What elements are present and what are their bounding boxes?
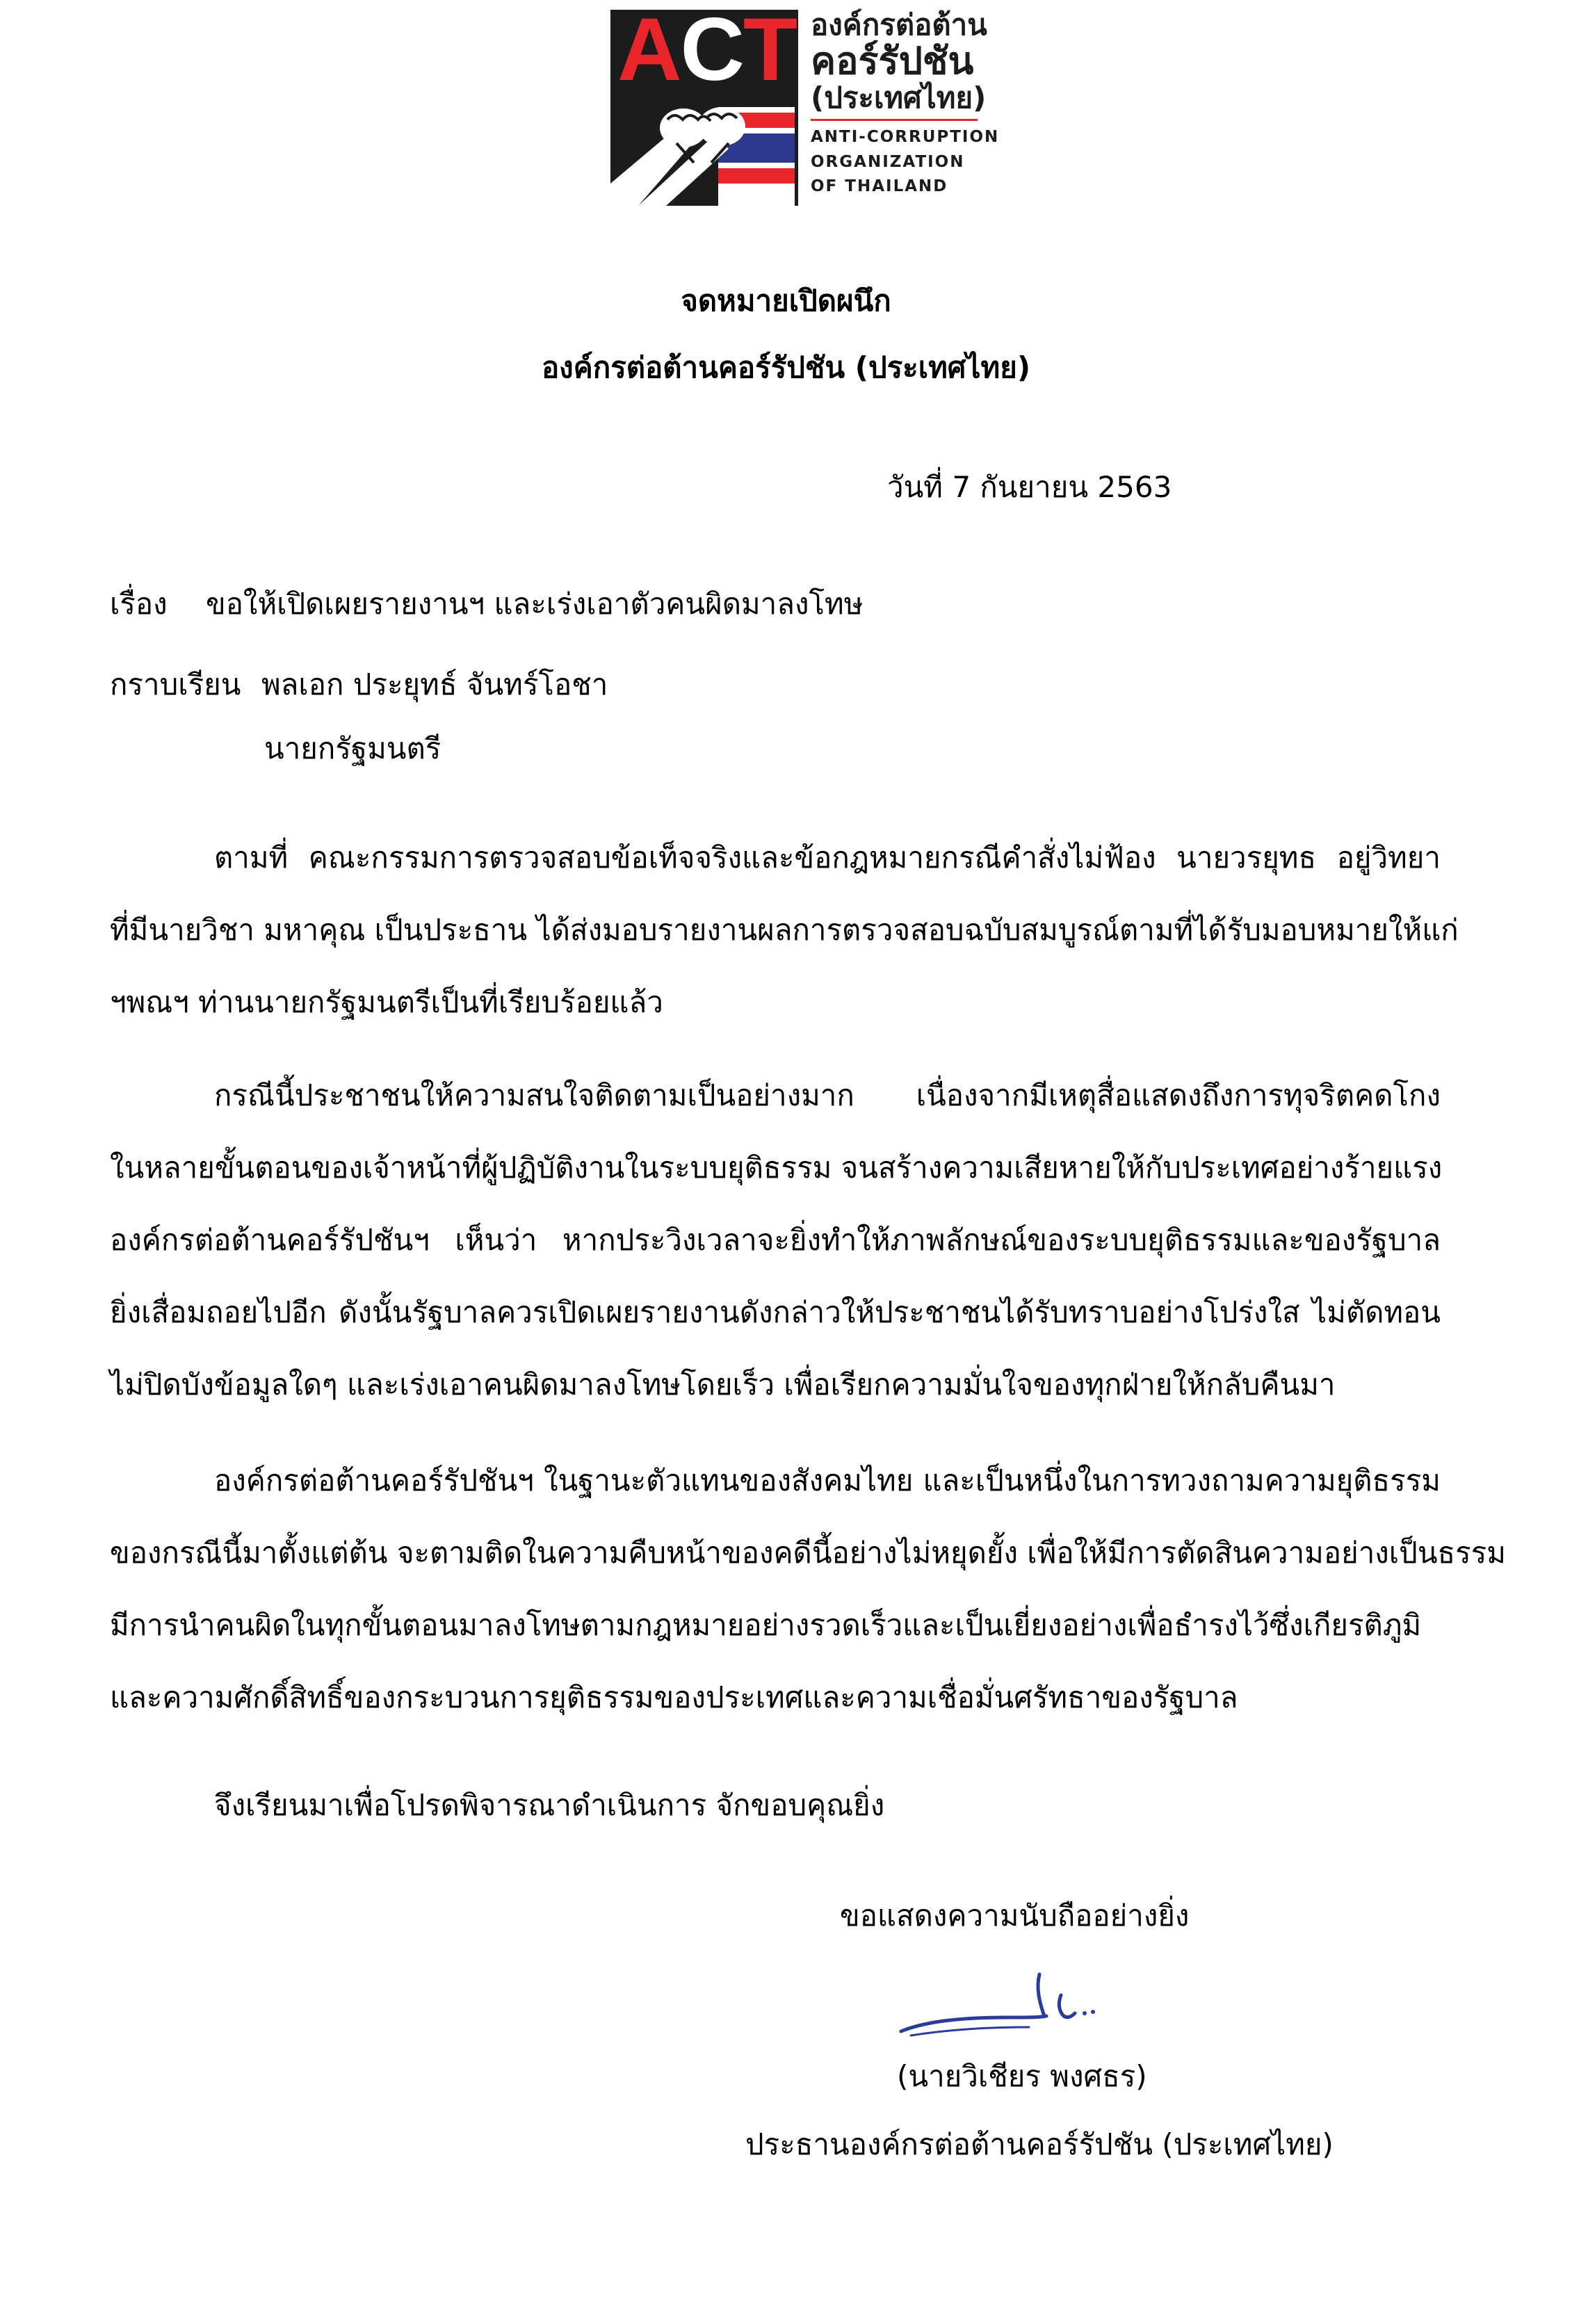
subject-text: ขอให้เปิดเผยรายงานฯ และเร่งเอาตัวคนผิดมาลงโทษ [206, 587, 864, 621]
recipient-position: นายกรัฐมนตรี [264, 731, 441, 765]
paragraph-line: ยิ่งเสื่อมถอยไปอีก ดังนั้นรัฐบาลควรเปิดเผยรายงานดังกล่าวให้ประชาชนได้รับทราบอย่างโปร่งใส ไม่ตัดทอน [110, 1295, 1441, 1329]
paragraph-line: องค์กรต่อต้านคอร์รัปชันฯ ในฐานะตัวแทนของสังคมไทย และเป็นหนึ่งในการทวงถามความยุติธรรม [214, 1463, 1441, 1497]
salutation-label: กราบเรียน [110, 667, 241, 701]
paragraph-line: ฯพณฯ ท่านนายกรัฐมนตรีเป็นที่เรียบร้อยแล้ว [110, 985, 663, 1019]
logo-thai-line-3: (ประเทศไทย) [811, 80, 987, 115]
logo-en-line-1: ANTI-CORRUPTION [811, 127, 1000, 146]
paragraph-line: ไม่ปิดบังข้อมูลใดๆ และเร่งเอาคนผิดมาลงโทษโดยเร็ว เพื่อเรียกความมั่นใจของทุกฝ่ายให้กลับคืนมา [110, 1367, 1336, 1401]
paragraph-line: ตามที่ คณะกรรมการตรวจสอบข้อเท็จจริงและข้อกฎหมายกรณีคำสั่งไม่ฟ้อง นายวรยุทธ อยู่วิทยา [214, 840, 1441, 875]
body-paragraph-3 [110, 1445, 1506, 1734]
subject-label: เรื่อง [110, 587, 168, 621]
signatory-name: (นายวิเชียร พงศธร) [897, 2059, 1147, 2093]
paragraph-line: กรณีนี้ประชาชนให้ความสนใจติดตามเป็นอย่างมาก เนื่องจากมีเหตุสื่อแสดงถึงการทุจริตคดโกง [214, 1078, 1441, 1112]
logo-emblem [610, 10, 798, 206]
paragraph-line: และความศักดิ์สิทธิ์ของกระบวนการยุติธรรมของประเทศและความเชื่อมั่นศรัทธาของรัฐบาล [110, 1680, 1238, 1714]
logo-divider [811, 119, 978, 121]
complimentary-close: ขอแสดงความนับถืออย่างยิ่ง [840, 1899, 1190, 1933]
signatory-title: ประธานองค์กรต่อต้านคอร์รัปชัน (ประเทศไทย) [745, 2127, 1334, 2161]
paragraph-line: มีการนำคนผิดในทุกขั้นตอนมาลงโทษตามกฎหมายอย่างรวดเร็วและเป็นเยี่ยงอย่างเพื่อธำรงไว้ซึ่งเกียรติภูมิ [110, 1608, 1422, 1642]
paragraph-line: ในหลายขั้นตอนของเจ้าหน้าที่ผู้ปฏิบัติงานในระบบยุติธรรม จนสร้างความเสียหายให้กับประเทศอย่างร้ายแรง [110, 1151, 1443, 1185]
logo-thai-line-2: คอร์รัปชัน [811, 39, 974, 83]
handwritten-signature [897, 1960, 1133, 2044]
logo-act-wordmark: ACT [617, 10, 797, 99]
letter-date: วันที่ 7 กันยายน 2563 [887, 470, 1172, 504]
act-logo [610, 8, 1000, 206]
paragraph-line: ที่มีนายวิชา มหาคุณ เป็นประธาน ได้ส่งมอบรายงานผลการตรวจสอบฉบับสมบูรณ์ตามที่ได้รับมอบหมายให้แก่ [110, 913, 1459, 947]
paragraph-line: ของกรณีนี้มาตั้งแต่ต้น จะตามติดในความคืบหน้าของคดีนี้อย่างไม่หยุดยั้ง เพื่อให้มีการตัดสินความอย่างเป็นธรรม [110, 1536, 1506, 1570]
paragraph-line: องค์กรต่อต้านคอร์รัปชันฯ เห็นว่า หากประวิงเวลาจะยิ่งทำให้ภาพลักษณ์ของระบบยุติธรรมและของรัฐบาล [110, 1223, 1441, 1257]
crossed-fists-flag-icon [610, 79, 798, 206]
logo-en-line-3: OF THAILAND [811, 177, 948, 196]
body-paragraph-2 [110, 1059, 1441, 1421]
logo-text [811, 8, 1000, 200]
closing-request: จึงเรียนมาเพื่อโปรดพิจารณาดำเนินการ จักขอบคุณยิ่ง [214, 1788, 885, 1822]
logo-thai-line-1: องค์กรต่อต้าน [811, 8, 987, 42]
letter-title: จดหมายเปิดผนึก [681, 284, 891, 318]
letter-subtitle: องค์กรต่อต้านคอร์รัปชัน (ประเทศไทย) [541, 350, 1031, 384]
logo-en-line-2: ORGANIZATION [811, 152, 965, 171]
body-paragraph-1 [110, 822, 1459, 1039]
recipient-name: พลเอก ประยุทธ์ จันทร์โอชา [261, 667, 608, 701]
